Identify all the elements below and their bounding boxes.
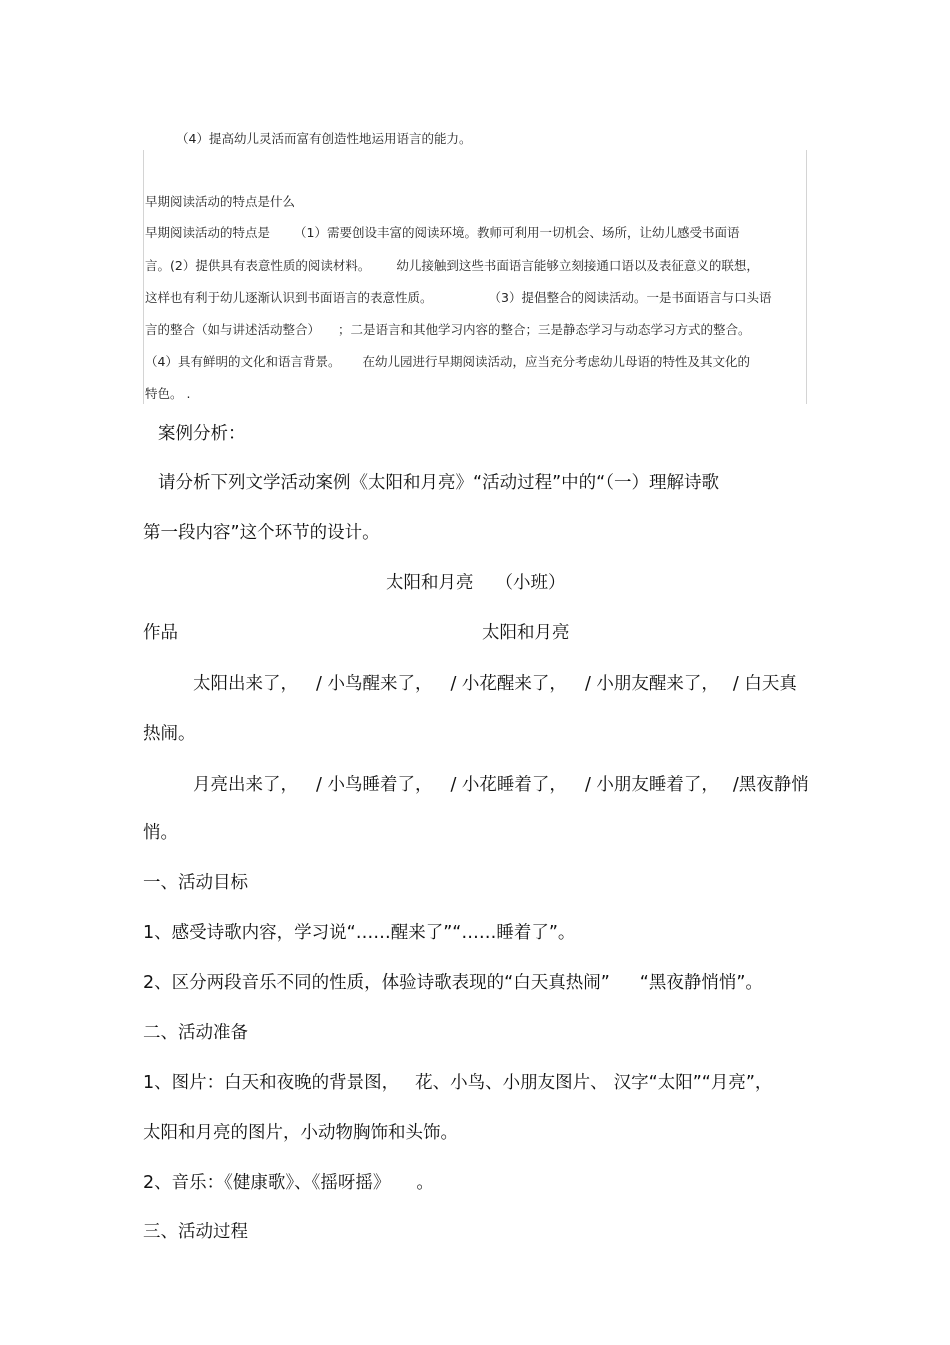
stanza-1-seg-4: / 小朋友醒来了， <box>584 674 719 694</box>
box-line-2a: 言。(2）提供具有表意性质的阅读材料。 <box>145 258 371 273</box>
prep-1b: 花、小鸟、小朋友图片、 <box>415 1073 608 1093</box>
process-heading: 三、活动过程 <box>143 1222 248 1242</box>
stanza-2-seg-2: / 小鸟睡着了， <box>316 775 433 795</box>
stanza-2-seg-1: 月亮出来了， <box>193 775 298 795</box>
stanza-2-seg-4: / 小朋友睡着了， <box>584 775 719 795</box>
goals-heading: 一、活动目标 <box>143 873 248 893</box>
prep-1 <box>143 1069 772 1094</box>
stanza-1-seg-2: / 小鸟醒来了， <box>316 674 433 694</box>
box-line-4b: ；二是语言和其他学习内容的整合；三是静态学习与动态学习方式的整合。 <box>338 322 751 337</box>
prep-2b: 。 <box>416 1173 434 1193</box>
box-line-4a: 言的整合（如与讲述活动整合） <box>145 322 321 337</box>
box-line-3 <box>145 288 771 306</box>
box-line-1a: 早期阅读活动的特点是 <box>145 225 271 240</box>
stanza-1-seg-5: / 白天真 <box>732 674 797 694</box>
box-line-5a: （4）具有鲜明的文化和语言背景。 <box>145 354 341 369</box>
case-label: 案例分析： <box>158 424 246 444</box>
stanza-1-seg-3: / 小花醒来了， <box>450 674 567 694</box>
box-left-border <box>143 150 144 404</box>
work-title: 太阳和月亮 <box>482 623 570 643</box>
box-line-3b: （3）提倡整合的阅读活动。一是书面语言与口头语 <box>488 290 772 305</box>
stanza-2-end: 悄。 <box>143 823 178 843</box>
case-question-line-2: 第一段内容”这个环节的设计。 <box>143 523 380 543</box>
box-line-4 <box>145 320 751 338</box>
box-line-2 <box>145 256 759 274</box>
prep-1-cont: 太阳和月亮的图片，小动物胸饰和头饰。 <box>143 1123 458 1143</box>
stanza-1-seg-1: 太阳出来了， <box>193 674 298 694</box>
work-label: 作品 <box>143 623 178 643</box>
prep-1c: 汉字“太阳”“月亮”， <box>613 1073 773 1093</box>
box-right-border <box>806 150 807 404</box>
prep-2 <box>143 1169 434 1194</box>
box-line-1b: （1）需要创设丰富的阅读环境。教师可利用一切机会、场所，让幼儿感受书面语 <box>294 225 740 240</box>
poem-title-text: 太阳和月亮 <box>386 573 474 593</box>
poem-level: （小班） <box>495 573 566 593</box>
prep-2a: 2、音乐：《健康歌》、《摇呀摇》 <box>143 1173 391 1193</box>
stanza-2-seg-3: / 小花睡着了， <box>450 775 567 795</box>
case-question-line-1: 请分析下列文学活动案例《太阳和月亮》“活动过程”中的“（一）理解诗歌 <box>158 473 719 493</box>
prep-heading: 二、活动准备 <box>143 1023 248 1043</box>
prep-1a: 1、图片：白天和夜晚的背景图， <box>143 1073 400 1093</box>
stanza-2-seg-5: /黑夜静悄 <box>732 775 809 795</box>
box-line-5 <box>145 352 750 370</box>
stanza-1-line <box>193 670 797 695</box>
goal-2 <box>143 969 763 994</box>
box-line-5b: 在幼儿园进行早期阅读活动，应当充分考虑幼儿母语的特性及其文化的 <box>362 354 750 369</box>
box-line-6: 特色。 . <box>145 386 191 401</box>
goal-4-line: （4）提高幼儿灵活而富有创造性地运用语言的能力。 <box>176 131 472 146</box>
stanza-1-end: 热闹。 <box>143 724 196 744</box>
poem-title <box>386 569 566 594</box>
goal-2a: 2、区分两段音乐不同的性质，体验诗歌表现的“白天真热闹” <box>143 973 610 993</box>
box-line-1 <box>145 223 739 241</box>
box-line-3a: 这样也有利于幼儿逐渐认识到书面语言的表意性质。 <box>145 290 433 305</box>
stanza-2-line <box>193 771 809 796</box>
goal-2b: “黑夜静悄悄”。 <box>639 973 763 993</box>
box-line-2b: 幼儿接触到这些书面语言能够立刻接通口语以及表征意义的联想， <box>396 258 759 273</box>
box-heading: 早期阅读活动的特点是什么 <box>145 194 296 209</box>
goal-1: 1、感受诗歌内容，学习说“……醒来了”“……睡着了”。 <box>143 923 576 943</box>
